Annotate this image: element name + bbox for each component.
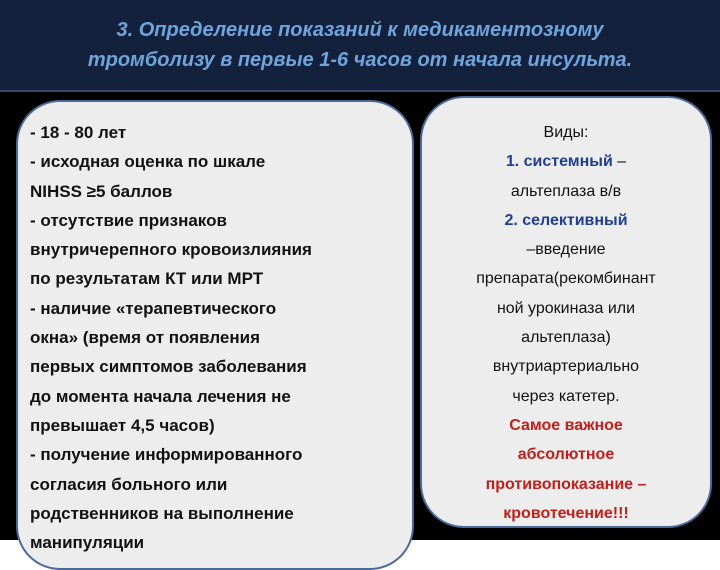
indication-line: - исходная оценка по шкале — [30, 152, 266, 172]
type-1-dash: – — [612, 153, 627, 171]
indication-line: NIHSS ≥5 баллов — [30, 181, 173, 201]
title-line-2: тромболизу в первые 1-6 часов от начала инсульта. — [87, 49, 633, 71]
type-2-description-line: ной урокиназа или — [496, 299, 636, 317]
indication-line: внутричерепного кровоизлияния — [30, 240, 312, 260]
types-text — [424, 118, 708, 528]
indication-line: по результатам КТ или МРТ — [30, 269, 264, 289]
indication-line: родственников на выполнение — [30, 503, 294, 523]
title-bar — [0, 0, 720, 92]
warning-line: абсолютное — [517, 446, 615, 464]
indication-line: - получение информированного — [30, 445, 303, 465]
indication-line: до момента начала лечения не — [30, 386, 291, 406]
indication-line: первых симптомов заболевания — [30, 357, 307, 377]
title-line-1: 3. Определение показаний к медикаментозному — [116, 19, 604, 41]
indication-line: манипуляции — [30, 533, 145, 553]
type-1-description: альтеплаза в/в — [510, 182, 622, 200]
type-2-description-line: через катетер. — [512, 387, 620, 405]
type-2-label: 2. селективный — [504, 211, 628, 229]
indication-line: - 18 - 80 лет — [30, 123, 127, 142]
type-2-description-line: –введение — [526, 241, 606, 259]
indications-text — [30, 118, 410, 557]
indication-line: превышает 4,5 часов) — [30, 415, 215, 435]
indication-line: - наличие «терапевтического — [30, 298, 277, 318]
type-2-description-line: внутриартериально — [492, 358, 640, 376]
type-item-1 — [424, 147, 708, 176]
warning-line: Самое важное — [509, 416, 623, 434]
warning-line: кровотечение!!! — [503, 504, 629, 522]
types-heading: Виды: — [543, 124, 589, 141]
indication-line: - отсутствие признаков — [30, 210, 227, 230]
type-1-label: 1. системный — [505, 153, 613, 171]
indication-line: окна» (время от появления — [30, 328, 260, 348]
type-2-description-line: альтеплаза) — [521, 329, 611, 347]
warning-line: противопоказание – — [485, 475, 647, 493]
indication-line: согласия больного или — [30, 474, 228, 494]
type-2-description-line: препарата(рекомбинант — [476, 270, 656, 288]
